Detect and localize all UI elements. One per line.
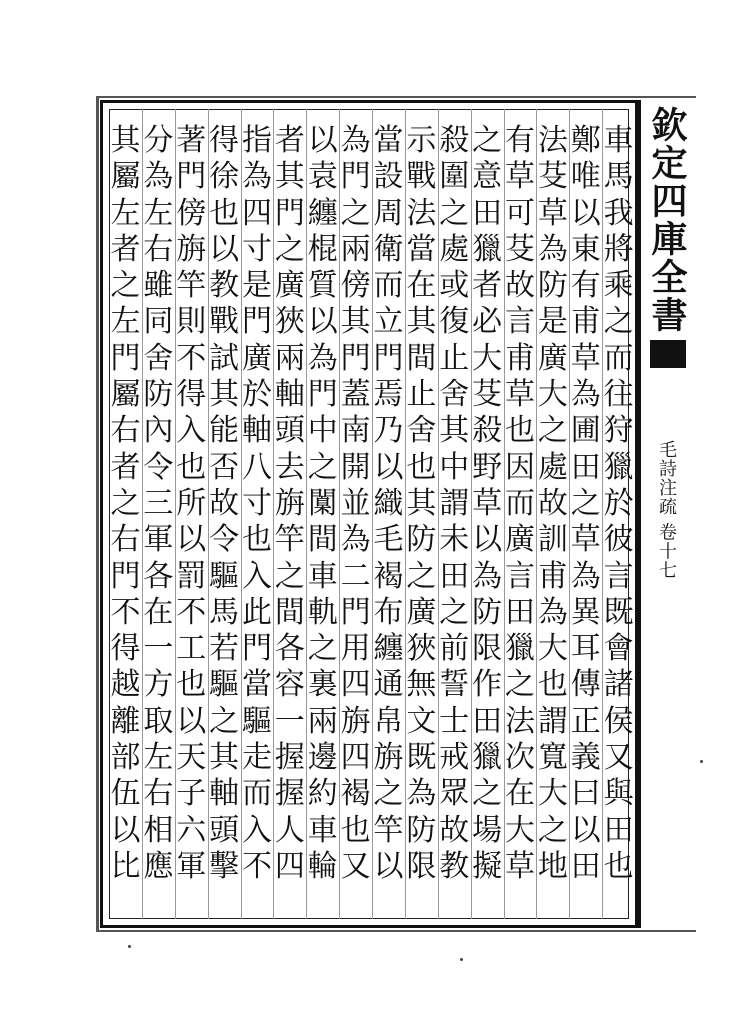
column-rule: [471, 109, 472, 919]
outer-border-left: [96, 96, 99, 932]
column-rule: [339, 109, 340, 919]
column-rule: [569, 109, 570, 919]
paper-speck: [128, 945, 131, 948]
text-column: 為 門 之 兩 傍 其 門 蓋 南 開 並 為 二 門 用 四 旃 四 褐 也 又: [340, 123, 371, 884]
text-frame: [100, 100, 638, 928]
column-rule: [602, 109, 603, 919]
column-rule: [208, 109, 209, 919]
column-rule: [372, 109, 373, 919]
column-rule: [241, 109, 242, 919]
column-rule: [142, 109, 143, 919]
text-column: 法 芟 草 為 防 是 廣 大 之 處 故 訓 甫 為 大 也 謂 寬 大 之 地: [537, 123, 568, 884]
text-column: 殺 圍 之 處 或 復 止 舍 其 中 謂 未 田 之 前 誓 士 戒 眾 故 教: [439, 123, 470, 884]
column-rule: [273, 109, 274, 919]
spine-divider: [638, 100, 641, 928]
fishtail-mark: [650, 340, 686, 368]
text-column: 當 設 周 衛 而 立 門 焉 乃 以 織 毛 褐 布 纏 通 帛 旃 之 竿 以: [373, 123, 404, 884]
paper-speck: [460, 958, 463, 961]
column-rule: [405, 109, 406, 919]
column-rule: [175, 109, 176, 919]
text-column: 鄭 唯 以 東 有 甫 草 為 圃 田 之 草 為 異 耳 傳 正 義 曰 以 田: [570, 123, 601, 884]
text-column: 其 屬 左 者 之 左 門 屬 右 者 之 右 門 不 得 越 離 部 伍 以 比: [110, 123, 141, 884]
text-column: 著 門 傍 旃 竿 則 不 得 入 也 所 以 罰 不 工 也 以 天 子 六 軍: [176, 123, 207, 884]
paper-speck: [700, 760, 703, 763]
text-column: 者 其 門 之 廣 狹 兩 軸 頭 去 旃 竿 之 間 各 容 一 握 握 人 四: [274, 123, 305, 884]
text-column: 分 為 左 右 雖 同 舍 防 內 令 三 軍 各 在 一 方 取 左 右 相 應: [143, 123, 174, 884]
text-column: 以 袁 纏 棍 質 以 為 門 中 之 闑 間 車 軌 之 裏 兩 邊 約 車 輪: [307, 123, 338, 884]
column-rule: [438, 109, 439, 919]
text-column: 示 戰 法 當 在 其 間 止 舍 也 其 防 之 廣 狹 無 文 既 為 防 限: [406, 123, 437, 884]
book-title: 欽定四庫全書: [646, 106, 688, 334]
column-rule: [504, 109, 505, 919]
volume-label: 毛詩注疏 卷十七: [656, 440, 677, 580]
text-column: 得 徐 也 以 教 戰 試 其 能 否 故 令 驅 馬 若 驅 之 其 軸 頭 擊: [209, 123, 240, 884]
text-column: 有 草 可 芟 故 言 甫 草 也 因 而 廣 言 田 獵 之 法 次 在 大 草: [504, 123, 535, 884]
column-rule: [536, 109, 537, 919]
outer-border-bottom: [96, 930, 696, 932]
outer-border-top: [96, 96, 696, 98]
text-column: 車 馬 我 將 乘 之 而 往 狩 獵 於 彼 言 既 會 諸 侯 又 與 田 也: [603, 123, 634, 884]
text-column: 之 意 田 獵 者 必 大 芟 殺 野 草 以 為 防 限 作 田 獵 之 場 擬: [472, 123, 503, 884]
text-column: 指 為 四 寸 是 門 廣 於 軸 八 寸 也 入 此 門 當 驅 走 而 入 不: [241, 123, 272, 884]
column-rule: [306, 109, 307, 919]
